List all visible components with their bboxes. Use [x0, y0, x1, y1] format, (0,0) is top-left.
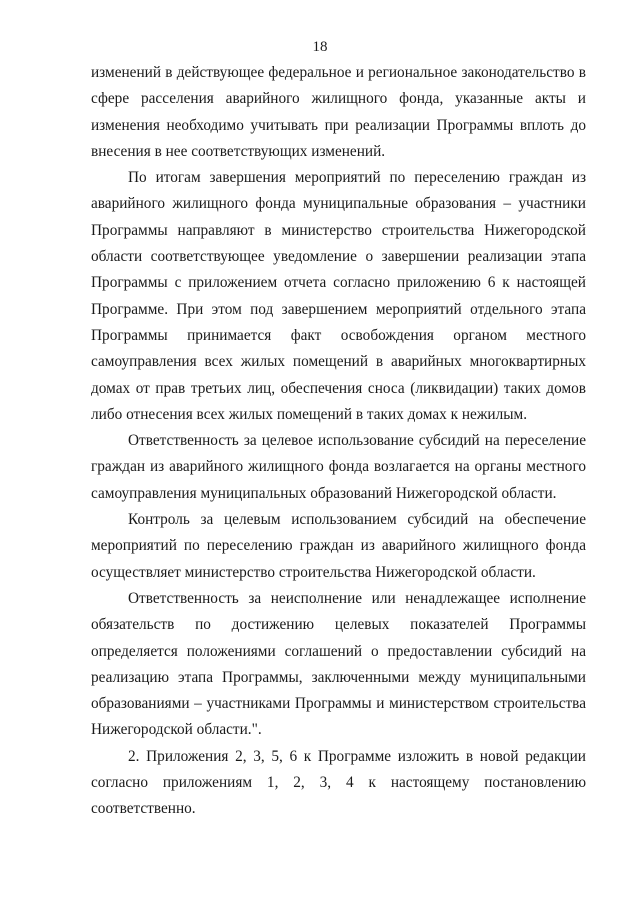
paragraph-nonperformance-responsibility: Ответственность за неисполнение или ненадлежащее исполнение обязательств по достижению целевых показателей Программы определяется положениями соглашений о предоставлении субсидий на реализацию этапа Программы, заключенными между муниципальными образованиями – участниками Программы и министерством строительства Нижегородской области.". — [91, 589, 586, 739]
paragraph-continuation: изменений в действующее федеральное и региональное законодательство в сфере расселения аварийного жилищного фонда, указанные акты и изменения необходимо учитывать при реализации Программы вплоть до внесения в нее соответствующих изменений. — [91, 64, 586, 160]
paragraph-subsidy-responsibility: Ответственность за целевое использование субсидий на переселение граждан из аварийного жилищного фонда возлагается на органы местного самоуправления муниципальных образований Нижегородской области. — [91, 432, 586, 502]
paragraph-completion-notice: По итогам завершения мероприятий по переселению граждан из аварийного жилищного фонда муниципальные образования – участники Программы направляют в министерство строительства Нижегородской области соответствующее уведомление о завершении реализации этапа Программы с приложением отчета согласно приложению 6 к настоящей Программе. При этом под завершением мероприятий отдельного этапа Программы принимается факт освобождения органом местного самоуправления всех жилых помещений в аварийных многоквартирных домах от прав третьих лиц, обеспечения сноса (ликвидации) таких домов либо отнесения всех жилых помещений в таких домах к нежилым. — [91, 169, 586, 423]
document-body — [91, 60, 586, 823]
page-number: 18 — [312, 39, 328, 55]
paragraph-appendices-amendment: 2. Приложения 2, 3, 5, 6 к Программе изложить в новой редакции согласно приложениям 1, 2, 3, 4 к настоящему постановлению соответственно. — [91, 747, 586, 818]
paragraph-subsidy-control: Контроль за целевым использованием субсидий на обеспечение мероприятий по переселению граждан из аварийного жилищного фонда осуществляет министерство строительства Нижегородской области. — [91, 511, 586, 581]
